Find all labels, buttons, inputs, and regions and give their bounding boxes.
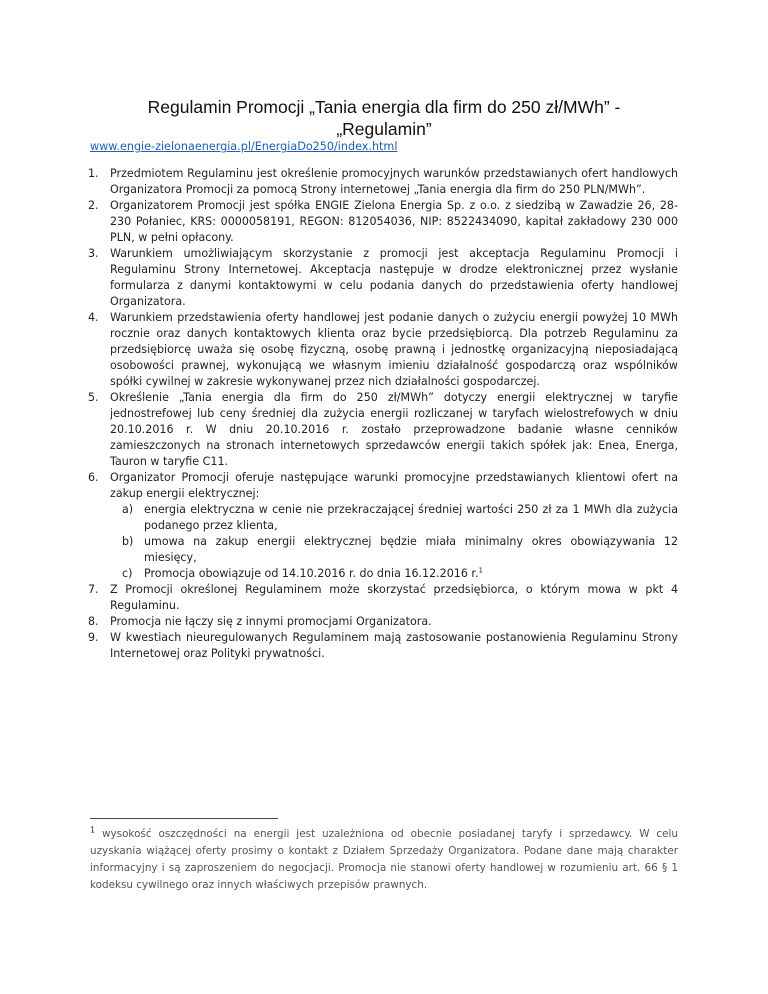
title-line-2: „Regulamin” <box>336 119 432 139</box>
rule-text: W kwestiach nieuregulowanych Regulaminem mają zastosowanie postanowienia Regulaminu Strony Internetowej oraz Polityki prywatności. <box>110 631 678 660</box>
promo-conditions-list <box>110 502 678 582</box>
condition-text: umowa na zakup energii elektrycznej będzie miała minimalny okres obowiązywania 12 miesięcy, <box>144 535 678 564</box>
rule-text: Z Promocji określonej Regulaminem może skorzystać przedsiębiorca, o którym mowa w pkt 4 Regulaminu. <box>110 583 678 612</box>
rules-list <box>88 166 678 662</box>
footnote-text: wysokość oszczędności na energii jest uzależniona od obecnie posiadanej taryfy i sprzedawcy. W celu uzyskania wiążącej oferty prosimy o kontakt z Działem Sprzedaży Organizatora. Podane dane mają charakter informacyjny i są zaproszeniem do negocjacji. Promocja nie stanowi oferty handlowej w rozumieniu art. 66 § 1 kodeksu cywilnego oraz innych właściwych przepisów prawnych. <box>90 828 678 891</box>
rule-number: 9. <box>88 631 99 644</box>
rule-text: Warunkiem umożliwiającym skorzystanie z promocji jest akceptacja Regulaminu Promocji i Regulaminu Strony Internetowej. Akceptacja następuje w drodze elektronicznej przez wysłanie formularza z danymi kontaktowymi w celu podania danych do przedstawienia oferty handlowej Organizatora. <box>110 247 678 308</box>
rule-item <box>88 246 678 310</box>
rule-item <box>88 198 678 246</box>
rule-text: Warunkiem przedstawienia oferty handlowej jest podanie danych o zużyciu energii powyżej 10 MWh rocznie oraz danych kontaktowych klienta oraz bycie przedsiębiorcą. Dla potrzeb Regulaminu za przedsiębiorcę uważa się osobę fizyczną, osobę prawną i jednostkę organizacyjną nieposiadającą osobowości prawnej, wykonującą we własnym imieniu działalność gospodarczą oraz wspólników spółki cywilnej w zakresie wykonywanej przez nich działalności gospodarczej. <box>110 311 678 388</box>
condition-letter: b) <box>122 535 134 548</box>
condition-letter: c) <box>122 567 133 580</box>
condition-letter: a) <box>122 503 134 516</box>
rule-number: 5. <box>88 391 99 404</box>
promo-condition-item <box>122 566 678 582</box>
rule-text: Promocja nie łączy się z innymi promocjami Organizatora. <box>110 615 432 628</box>
footnote-separator <box>90 818 278 819</box>
rule-number: 1. <box>88 167 99 180</box>
rule-text: Organizator Promocji oferuje następujące warunki promocyjne przedstawianych klientowi ofert na zakup energii elektrycznej: <box>110 471 678 500</box>
rule-item <box>88 614 678 630</box>
rule-item <box>88 470 678 582</box>
rule-number: 6. <box>88 471 99 484</box>
rule-number: 7. <box>88 583 99 596</box>
promo-condition-item <box>122 534 678 566</box>
rule-item <box>88 582 678 614</box>
footnote-mark: 1 <box>90 825 96 835</box>
rule-item <box>88 166 678 198</box>
rule-number: 2. <box>88 199 99 212</box>
footnote <box>90 826 678 894</box>
condition-text: energia elektryczna w cenie nie przekraczającej średniej wartości 250 zł za 1 MWh dla zużycia podanego przez klienta, <box>144 503 678 532</box>
rule-number: 4. <box>88 311 99 324</box>
rule-item <box>88 310 678 390</box>
promo-condition-item <box>122 502 678 534</box>
footnote-reference[interactable]: 1 <box>478 566 483 575</box>
rule-item <box>88 390 678 470</box>
rule-item <box>88 630 678 662</box>
rule-text: Określenie „Tania energia dla firm do 250 zł/MWh” dotyczy energii elektrycznej w taryfie jednostrefowej lub ceny średniej dla zużycia energii rozliczanej w taryfach wielostrefowych w dniu 20.10.2016 r. W dniu 20.10.2016 r. zostało przeprowadzone badanie własne cenników zamieszczonych na stronach internetowych sprzedawców energii takich spółek jak: Enea, Energa, Tauron w taryfie C11. <box>110 391 678 468</box>
rule-number: 3. <box>88 247 99 260</box>
condition-text: Promocja obowiązuje od 14.10.2016 r. do dnia 16.12.2016 r. <box>144 567 479 580</box>
rule-text: Organizatorem Promocji jest spółka ENGIE Zielona Energia Sp. z o.o. z siedzibą w Zawadzie 26, 28-230 Połaniec, KRS: 0000058191, REGON: 812054036, NIP: 8522434090, kapitał zakładowy 230 000 PLN, w pełni opłacony. <box>110 199 678 244</box>
promotion-page-link[interactable]: www.engie-zielonaenergia.pl/EnergiaDo250/index.html <box>90 140 398 153</box>
rule-text: Przedmiotem Regulaminu jest określenie promocyjnych warunków przedstawianych ofert handlowych Organizatora Promocji za pomocą Strony internetowej „Tania energia dla firm do 250 PLN/MWh”. <box>110 167 678 196</box>
document-title <box>90 96 678 140</box>
title-line-1: Regulamin Promocji „Tania energia dla firm do 250 zł/MWh” - <box>147 97 621 117</box>
rule-number: 8. <box>88 615 99 628</box>
